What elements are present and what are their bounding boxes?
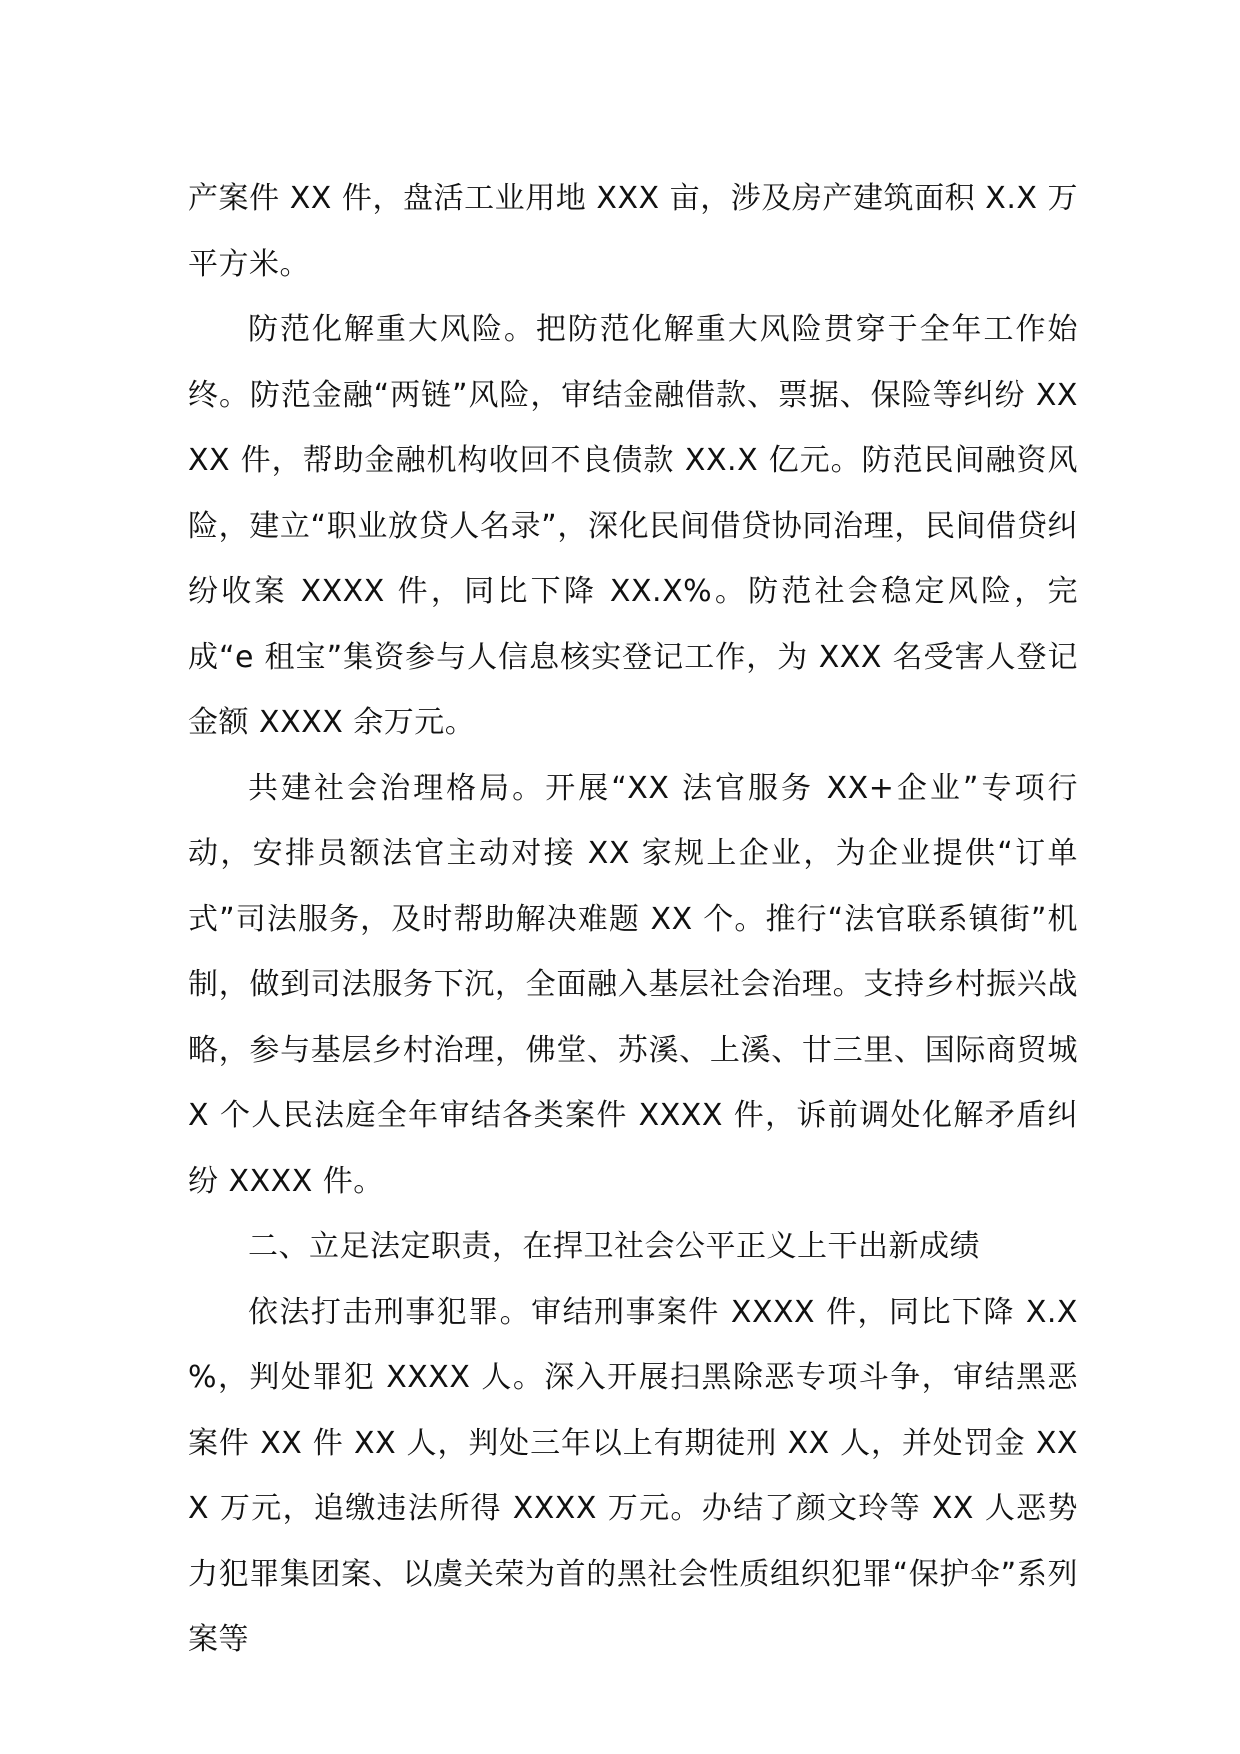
section-heading: 二、立足法定职责，在捍卫社会公平正义上干出新成绩 [248, 1229, 980, 1264]
document-body [188, 166, 1078, 1673]
paragraph-1: 产案件 XX 件，盘活工业用地 XXX 亩，涉及房产建筑面积 X.X 万平方米。 [188, 181, 1078, 282]
paragraph-3: 共建社会治理格局。开展“XX 法官服务 XX+企业”专项行动，安排员额法官主动对接 XX 家规上企业，为企业提供“订单式”司法服务，及时帮助解决难题 XX 个。推行“法官联系镇街”机制，做到司法服务下沉，全面融入基层社会治理。支持乡村振兴战略，参与基层乡村治理，佛堂、苏溪、上溪、廿三里、国际商贸城 X 个人民法庭全年审结各类案件 XXXX 件，诉前调处化解矛盾纠纷 XXXX 件。 [188, 770, 1078, 1199]
paragraph-2: 防范化解重大风险。把防范化解重大风险贯穿于全年工作始终。防范金融“两链”风险，审结金融借款、票据、保险等纠纷 XXXX 件，帮助金融机构收回不良债款 XX.X 亿元。防范民间融资风险，建立“职业放贷人名录”，深化民间借贷协同治理，民间借贷纠纷收案 XXXX 件，同比下降 XX.X%。防范社会稳定风险，完成“e 租宝”集资参与人信息核实登记工作，为 XXX 名受害人登记金额 XXXX 余万元。 [188, 312, 1078, 740]
paragraph-5: 依法打击刑事犯罪。审结刑事案件 XXXX 件，同比下降 X.X %，判处罪犯 XXXX 人。深入开展扫黑除恶专项斗争，审结黑恶案件 XX 件 XX 人，判处三年以上有期徒刑 XX 人，并处罚金 XXX 万元，追缴违法所得 XXXX 万元。办结了颜文玲等 XX 人恶势力犯罪集团案、以虞关荣为首的黑社会性质组织犯罪“保护伞”系列案等 [188, 1294, 1078, 1657]
